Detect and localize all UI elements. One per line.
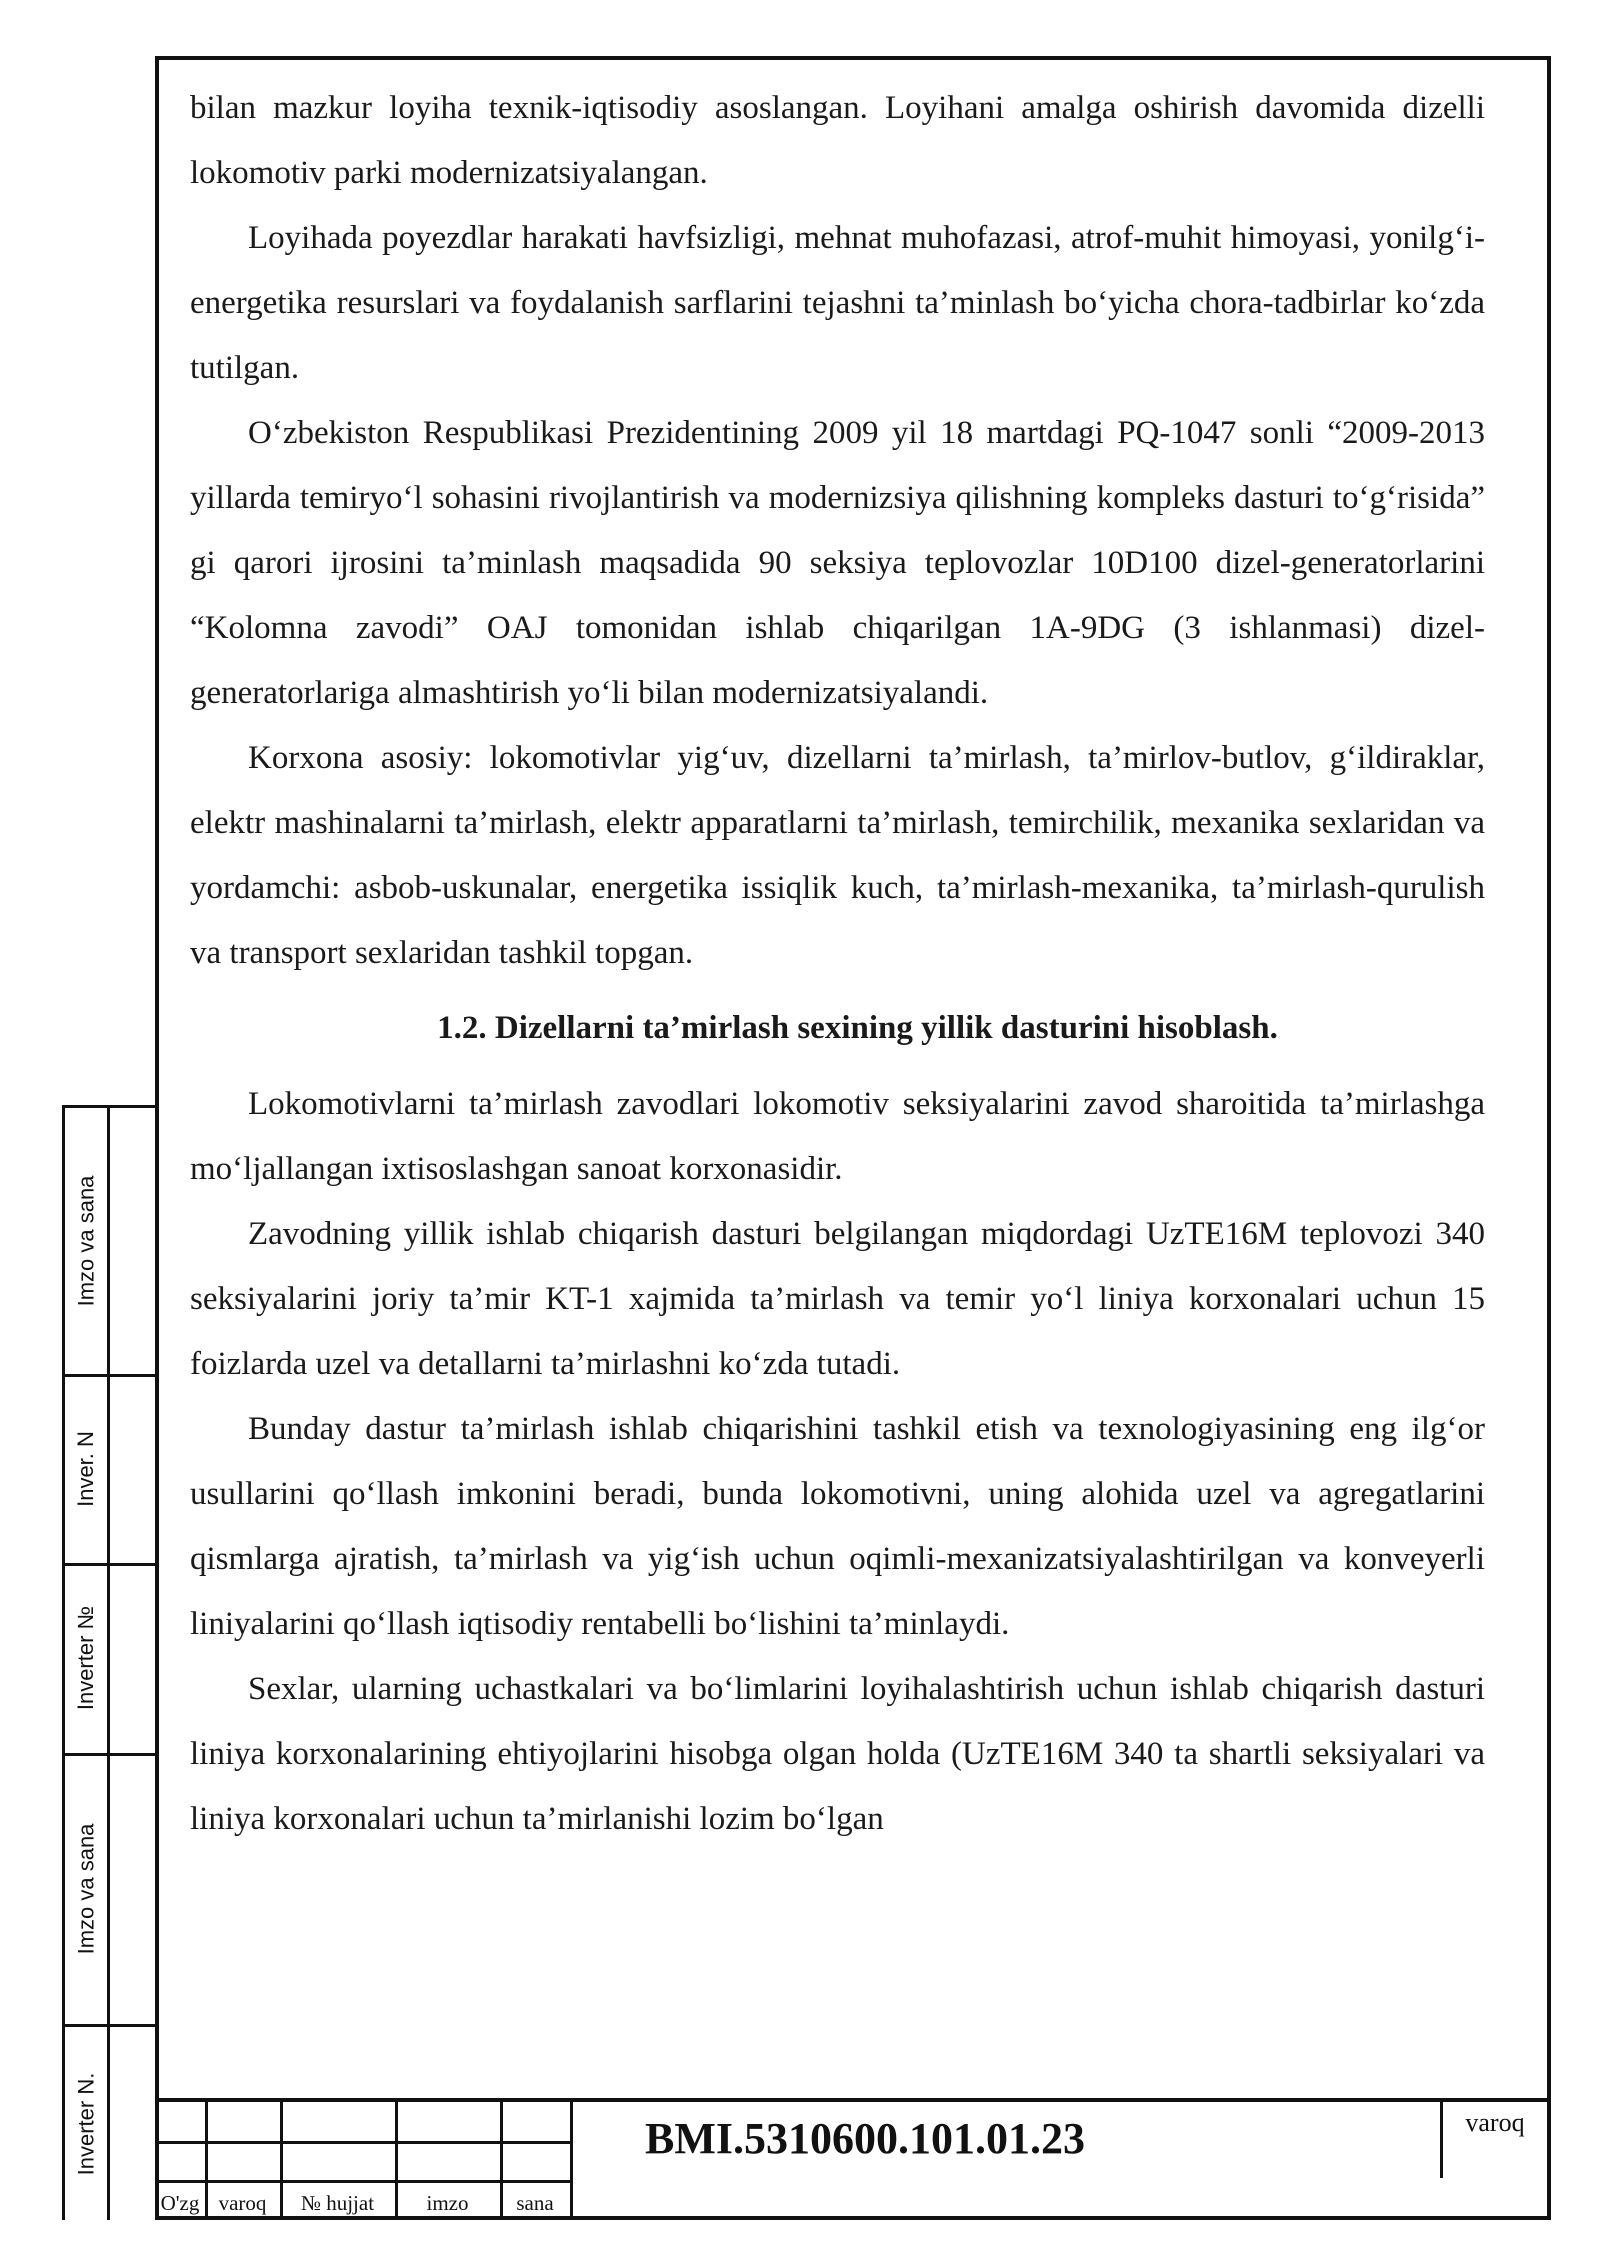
- title-block-column-line: [570, 2102, 573, 2220]
- body-paragraph: Zavodning yillik ishlab chiqarish dasturi belgilangan miqdordagi UzTE16M teplovozi 340 seksiyalarini joriy ta’mir KT-1 xajmida ta’mirlash va temir yo‘l liniya korxonalari uchun 15 foizlarda uzel va detallarni ta’mirlashni ko‘zda tutadi.: [190, 1216, 1485, 1382]
- margin-strip: [62, 1105, 155, 2220]
- margin-label-inventory-n: Inverter N.: [73, 2072, 99, 2175]
- title-block-row-line: [155, 2141, 570, 2144]
- margin-label-inventory: Inver. N: [73, 1430, 98, 1507]
- body-paragraph: Lokomotivlarni ta’mirlash zavodlari lokomotiv seksiyalarini zavod sharoitida ta’mirlashga mo‘ljallangan ixtisoslashgan sanoat korxonasidir.: [190, 1086, 1485, 1187]
- paragraphs-before: [190, 76, 1485, 986]
- section-heading: 1.2. Dizellarni ta’mirlash sexining yillik dasturini hisoblash.: [437, 1010, 1278, 1046]
- title-block-row-line: [155, 2180, 570, 2183]
- body-paragraph: O‘zbekiston Respublikasi Prezidentining 2009 yil 18 martdagi PQ-1047 sonli “2009-2013 yillarda temiryo‘l sohasini rivojlantirish va modernizsiya qilishning kompleks dasturi to‘g‘risida” gi qarori ijrosini ta’minlash maqsadida 90 seksiya teplovozlar 10D100 dizel-generatorlarini “Kolomna zavodi” OAJ tomonidan ishlab chiqarilgan 1A-9DG (3 ishlanmasi) dizel-generatorlariga almashtirish yo‘li bilan modernizatsiyalandi.: [190, 415, 1485, 711]
- col-header-date: sana: [516, 2190, 554, 2215]
- body-paragraph: bilan mazkur loyiha texnik-iqtisodiy asoslangan. Loyihani amalga oshirish davomida dizelli lokomotiv parki modernizatsiyalangan.: [190, 90, 1485, 191]
- body-paragraph: Korxona asosiy: lokomotivlar yig‘uv, dizellarni ta’mirlash, ta’mirlov-butlov, g‘ildiraklar, elektr mashinalarni ta’mirlash, elektr apparatlarni ta’mirlash, temirchilik, mexanika sexlaridan va yordamchi: asbob-uskunalar, energetika issiqlik kuch, ta’mirlash-mexanika, ta’mirlash-qurulish va transport sexlaridan tashkil topgan.: [190, 740, 1485, 971]
- body-paragraph: Loyihada poyezdlar harakati havfsizligi, mehnat muhofazasi, atrof-muhit himoyasi, yonilg‘i-energetika resurslari va foydalanish sarflarini tejashni ta’minlash bo‘yicha chora-tadbirlar ko‘zda tutilgan.: [190, 220, 1485, 386]
- body-paragraph: Bunday dastur ta’mirlash ishlab chiqarishini tashkil etish va texnologiyasining eng ilg‘or usullarini qo‘llash imkonini beradi, bunda lokomotivni, uning alohida uzel va agregatlarini qismlarga ajratish, ta’mirlash va yig‘ish uchun oqimli-mexanizatsiyalashtirilgan va konveyerli liniyalarini qo‘llash iqtisodiy rentabelli bo‘lishini ta’minlaydi.: [190, 1411, 1485, 1642]
- document-code: BMI.5310600.101.01.23: [645, 2113, 1085, 2163]
- margin-label-inventory-number: Inverter №: [73, 1605, 99, 1711]
- title-block: [155, 2098, 1551, 2220]
- margin-strip-divider: [107, 1108, 110, 2220]
- col-header-change: O'zg: [160, 2190, 200, 2215]
- sheet-label: varoq: [1465, 2108, 1525, 2137]
- col-header-sheet: varoq: [218, 2190, 267, 2215]
- paragraphs-after: [190, 1072, 1485, 1852]
- document-body: [190, 76, 1485, 1852]
- col-header-signature: imzo: [426, 2190, 469, 2215]
- body-paragraph: Sexlar, ularning uchastkalari va bo‘limlarini loyihalashtirish uchun ishlab chiqarish dasturi liniya korxonalarining ehtiyojlarini hisobga olgan holda (UzTE16M 340 ta shartli seksiyalari va liniya korxonalari uchun ta’mirlanishi lozim bo‘lgan: [190, 1671, 1485, 1837]
- margin-label-signature: Imzo va sana: [73, 1175, 98, 1307]
- title-block-column-line: [1440, 2102, 1443, 2178]
- col-header-document: № hujjat: [300, 2190, 375, 2215]
- margin-label-signature-date: Imzo va sana: [73, 1823, 98, 1954]
